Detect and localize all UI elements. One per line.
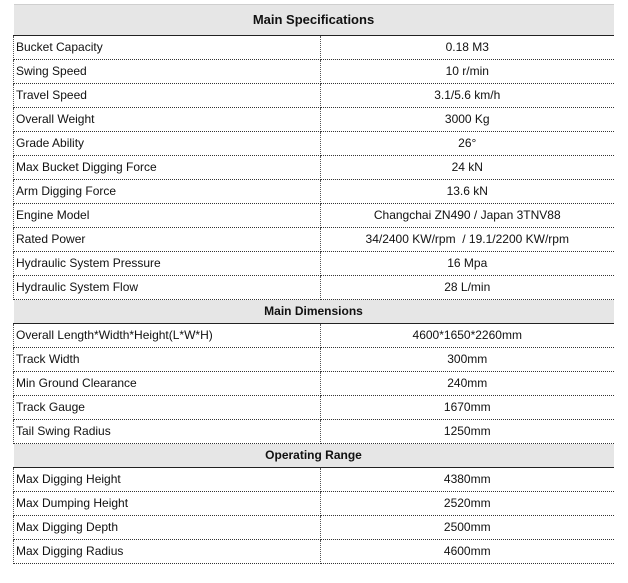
spec-row-travel-speed — [14, 84, 614, 108]
spec-label: Overall Length*Width*Height(L*W*H) — [14, 324, 321, 348]
spec-row-grade-ability — [14, 132, 614, 156]
spec-label: Arm Digging Force — [14, 180, 321, 204]
spec-row-max-digging-height — [14, 468, 614, 492]
spec-value: 16 Mpa — [321, 252, 614, 276]
specifications-table — [13, 4, 614, 564]
spec-value: 300mm — [321, 348, 614, 372]
spec-row-rated-power — [14, 228, 614, 252]
spec-label: Hydraulic System Flow — [14, 276, 321, 300]
spec-value: 4600mm — [321, 540, 614, 564]
spec-row-track-gauge — [14, 396, 614, 420]
spec-label: Track Gauge — [14, 396, 321, 420]
spec-value: 13.6 kN — [321, 180, 614, 204]
spec-value: 2520mm — [321, 492, 614, 516]
spec-value: 240mm — [321, 372, 614, 396]
spec-row-max-bucket-digging-force — [14, 156, 614, 180]
spec-value: 4380mm — [321, 468, 614, 492]
spec-label: Tail Swing Radius — [14, 420, 321, 444]
spec-row-hydraulic-system-flow — [14, 276, 614, 300]
spec-value: 3.1/5.6 km/h — [321, 84, 614, 108]
spec-value: 28 L/min — [321, 276, 614, 300]
spec-label: Min Ground Clearance — [14, 372, 321, 396]
spec-label: Rated Power — [14, 228, 321, 252]
spec-row-max-dumping-height — [14, 492, 614, 516]
spec-label: Hydraulic System Pressure — [14, 252, 321, 276]
spec-row-arm-digging-force — [14, 180, 614, 204]
section-title: Main Dimensions — [14, 300, 614, 324]
spec-value: 34/2400 KW/rpm / 19.1/2200 KW/rpm — [321, 228, 614, 252]
spec-value: 4600*1650*2260mm — [321, 324, 614, 348]
spec-row-min-ground-clearance — [14, 372, 614, 396]
spec-label: Travel Speed — [14, 84, 321, 108]
spec-row-max-digging-depth — [14, 516, 614, 540]
spec-value: 0.18 M3 — [321, 36, 614, 60]
spec-value: 26° — [321, 132, 614, 156]
spec-label: Max Digging Depth — [14, 516, 321, 540]
spec-row-max-digging-radius — [14, 540, 614, 564]
spec-row-bucket-capacity — [14, 36, 614, 60]
spec-row-engine-model — [14, 204, 614, 228]
spec-label: Bucket Capacity — [14, 36, 321, 60]
spec-label: Track Width — [14, 348, 321, 372]
spec-label: Max Digging Height — [14, 468, 321, 492]
spec-value: 2500mm — [321, 516, 614, 540]
spec-label: Overall Weight — [14, 108, 321, 132]
spec-value: 10 r/min — [321, 60, 614, 84]
spec-label: Max Dumping Height — [14, 492, 321, 516]
spec-label: Swing Speed — [14, 60, 321, 84]
spec-value: 3000 Kg — [321, 108, 614, 132]
spec-row-track-width — [14, 348, 614, 372]
spec-value: 24 kN — [321, 156, 614, 180]
spec-value: 1250mm — [321, 420, 614, 444]
section-title: Main Specifications — [14, 5, 614, 36]
spec-row-overall-weight — [14, 108, 614, 132]
spec-row-overall-lwh — [14, 324, 614, 348]
spec-row-swing-speed — [14, 60, 614, 84]
spec-label: Engine Model — [14, 204, 321, 228]
spec-value: Changchai ZN490 / Japan 3TNV88 — [321, 204, 614, 228]
section-header-main-specifications — [14, 5, 614, 36]
section-header-main-dimensions — [14, 300, 614, 324]
spec-label: Max Bucket Digging Force — [14, 156, 321, 180]
spec-value: 1670mm — [321, 396, 614, 420]
spec-row-tail-swing-radius — [14, 420, 614, 444]
section-header-operating-range — [14, 444, 614, 468]
spec-label: Max Digging Radius — [14, 540, 321, 564]
spec-label: Grade Ability — [14, 132, 321, 156]
section-title: Operating Range — [14, 444, 614, 468]
spec-row-hydraulic-system-pressure — [14, 252, 614, 276]
